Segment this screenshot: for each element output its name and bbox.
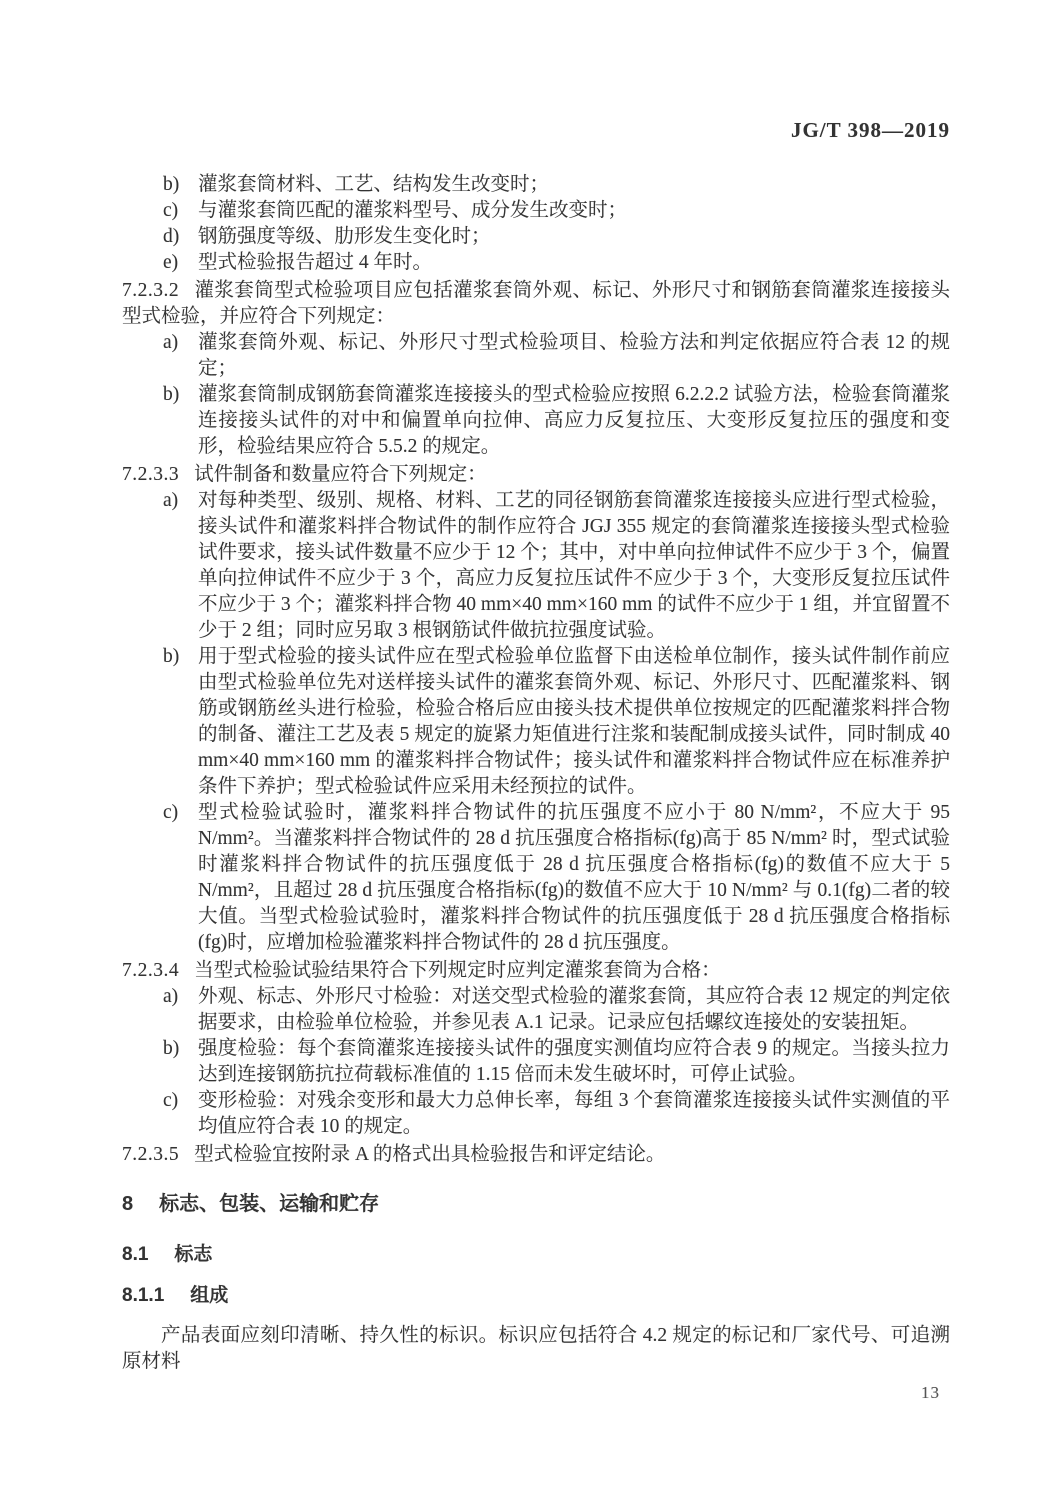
- heading-number: 8.1: [122, 1244, 149, 1265]
- clause-text: 型式检验宜按附录 A 的格式出具检验报告和评定结论。: [194, 1144, 666, 1165]
- list-item-text: 型式检验试验时，灌浆料拌合物试件的抗压强度不应小于 80 N/mm²，不应大于 95 N/mm²。当灌浆料拌合物试件的 28 d 抗压强度合格指标(fg)高于 85 N/mm² 时，型式试验时灌浆料拌合物试件的抗压强度低于 28 d 抗压强度合格指标(fg)的数值不应大于 5 N/mm²，且超过 28 d 抗压强度合格指标(fg)的数值不应大于 10 N/mm² 与 0.1(fg)二者的较大值。当型式检验试验时，灌浆料拌合物试件的抗压强度低于 28 d 抗压强度合格指标(fg)时，应增加检验灌浆料拌合物试件的 28 d 抗压强度。: [198, 802, 950, 953]
- heading-title: 标志、包装、运输和贮存: [159, 1193, 380, 1215]
- clause-text: 试件制备和数量应符合下列规定：: [194, 464, 487, 485]
- list-item: [122, 984, 950, 1036]
- list-item-text: 灌浆套筒外观、标记、外形尺寸型式检验项目、检验方法和判定依据应符合表 12 的规定；: [198, 332, 950, 379]
- list-item-text: 外观、标志、外形尺寸检验：对送交型式检验的灌浆套筒，其应符合表 12 规定的判定依据要求，由检验单位检验，并参见表 A.1 记录。记录应包括螺纹连接处的安装扭矩。: [198, 986, 950, 1033]
- list-item-text: 钢筋强度等级、肋形发生变化时；: [198, 226, 491, 247]
- list-item-text: 灌浆套筒制成钢筋套筒灌浆连接接头的型式检验应按照 6.2.2.2 试验方法，检验套筒灌浆连接接头试件的对中和偏置单向拉伸、高应力反复拉压、大变形反复拉压的强度和变形，检验结果应符合 5.5.2 的规定。: [198, 384, 950, 457]
- list-item: [122, 172, 950, 198]
- clause-text: 灌浆套筒型式检验项目应包括灌浆套筒外观、标记、外形尺寸和钢筋套筒灌浆连接接头型式检验，并应符合下列规定：: [122, 280, 950, 327]
- clause-number: 7.2.3.3: [122, 464, 180, 485]
- list-item-label: d): [163, 226, 180, 247]
- list-item-label: b): [163, 174, 180, 195]
- list-item-text: 变形检验：对残余变形和最大力总伸长率，每组 3 个套筒灌浆连接接头试件实测值的平均值应符合表 10 的规定。: [198, 1090, 950, 1137]
- body-paragraph: 产品表面应刻印清晰、持久性的标识。标识应包括符合 4.2 规定的标记和厂家代号、可追溯原材料: [122, 1325, 950, 1372]
- list-item: [122, 488, 950, 644]
- list-item-label: c): [163, 1090, 179, 1111]
- clause-text: 当型式检验试验结果符合下列规定时应判定灌浆套筒为合格：: [194, 960, 721, 981]
- section-heading-8: [122, 1191, 950, 1217]
- clause-7-2-3-3: [122, 462, 950, 488]
- list-item: [122, 800, 950, 956]
- list-item-text: 型式检验报告超过 4 年时。: [198, 252, 433, 273]
- list-item-label: a): [163, 490, 179, 511]
- list-item-text: 与灌浆套筒匹配的灌浆料型号、成分发生改变时；: [198, 200, 628, 221]
- heading-number: 8: [122, 1193, 134, 1215]
- clause-number: 7.2.3.4: [122, 960, 180, 981]
- list-item: [122, 250, 950, 276]
- clause-number: 7.2.3.5: [122, 1144, 180, 1165]
- list-item: [122, 330, 950, 382]
- heading-title: 标志: [174, 1244, 213, 1265]
- clause-7-2-3-2: [122, 278, 950, 330]
- list-item-label: b): [163, 646, 180, 667]
- list-item-label: b): [163, 1038, 180, 1059]
- list-item: [122, 1088, 950, 1140]
- list-item-text: 灌浆套筒材料、工艺、结构发生改变时；: [198, 174, 550, 195]
- page-content: [122, 172, 950, 1375]
- page-number: 13: [921, 1383, 940, 1402]
- list-item: [122, 382, 950, 460]
- list-item: [122, 198, 950, 224]
- list-item: [122, 224, 950, 250]
- list-item: [122, 1036, 950, 1088]
- list-item-text: 对每种类型、级别、规格、材料、工艺的同径钢筋套筒灌浆连接接头应进行型式检验，接头试件和灌浆料拌合物试件的制作应符合 JGJ 355 规定的套筒灌浆连接接头型式检验试件要求，接头试件数量不应少于 12 个；其中，对中单向拉伸试件不应少于 3 个，偏置单向拉伸试件不应少于 3 个，高应力反复拉压试件不应少于 3 个，大变形反复拉压试件不应少于 3 个；灌浆料拌合物 40 mm×40 mm×160 mm 的试件不应少于 1 组，并宜留置不少于 2 组；同时应另取 3 根钢筋试件做抗拉强度试验。: [198, 490, 950, 641]
- list-item-label: b): [163, 384, 180, 405]
- heading-number: 8.1.1: [122, 1285, 165, 1306]
- list-item-text: 用于型式检验的接头试件应在型式检验单位监督下由送检单位制作，接头试件制作前应由型式检验单位先对送样接头试件的灌浆套筒外观、标记、外形尺寸、匹配灌浆料、钢筋或钢筋丝头进行检验，检验合格后应由接头技术提供单位按规定的匹配灌浆料拌合物的制备、灌注工艺及表 5 规定的旋紧力矩值进行注浆和装配制成接头试件，同时制成 40 mm×40 mm×160 mm 的灌浆料拌合物试件；接头试件和灌浆料拌合物试件应在标准养护条件下养护；型式检验试件应采用未经预拉的试件。: [198, 646, 950, 797]
- doc-number: JG/T 398—2019: [790, 118, 950, 142]
- list-item-label: c): [163, 200, 179, 221]
- list-item-text: 强度检验：每个套筒灌浆连接接头试件的强度实测值均应符合表 9 的规定。当接头拉力达到连接钢筋抗拉荷载标准值的 1.15 倍而未发生破坏时，可停止试验。: [198, 1038, 950, 1085]
- section-heading-8-1: [122, 1242, 950, 1268]
- section-heading-8-1-1: [122, 1283, 950, 1309]
- clause-7-2-3-5: [122, 1142, 950, 1168]
- clause-7-2-3-4: [122, 958, 950, 984]
- list-item-label: c): [163, 802, 179, 823]
- list-item-label: a): [163, 332, 179, 353]
- list-item-label: a): [163, 986, 179, 1007]
- heading-title: 组成: [190, 1285, 229, 1306]
- list-item: [122, 644, 950, 800]
- clause-number: 7.2.3.2: [122, 280, 180, 301]
- list-item-label: e): [163, 252, 179, 273]
